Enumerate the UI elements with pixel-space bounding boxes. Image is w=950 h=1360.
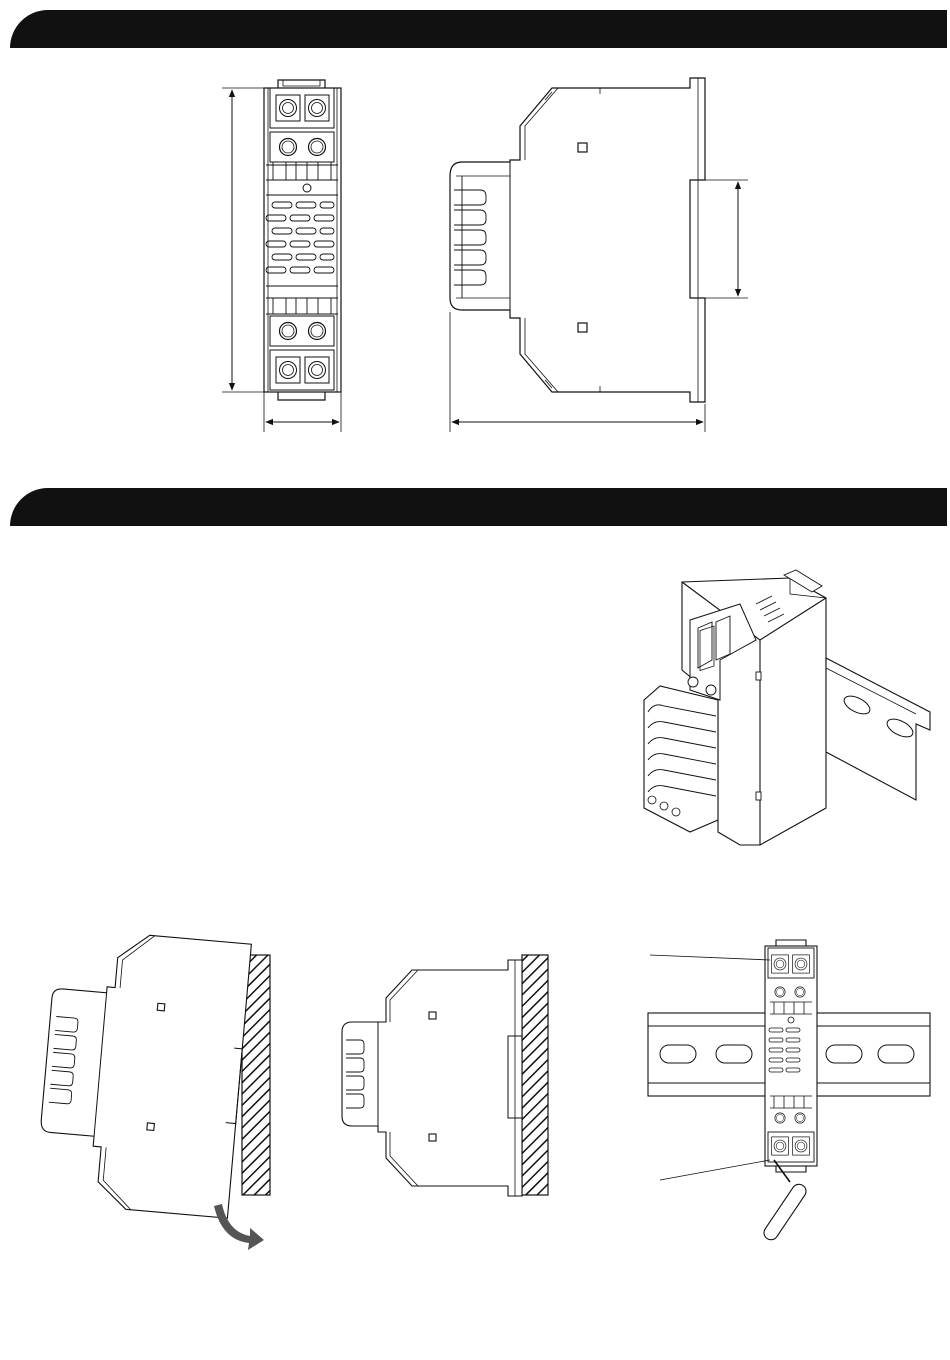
mounting-step-mounted-view: [342, 955, 548, 1196]
side-view-drawing: [450, 78, 705, 402]
height-dimension: [222, 88, 264, 392]
rail-front-view: [648, 940, 930, 1180]
mounting-step-tilted-view: [34, 927, 270, 1218]
width-dimension: [264, 392, 341, 432]
front-view-drawing: [264, 80, 341, 400]
isometric-mounted-view: [644, 570, 930, 845]
rotate-arrow-icon: [214, 1204, 264, 1250]
rail-dimension: [705, 180, 748, 298]
